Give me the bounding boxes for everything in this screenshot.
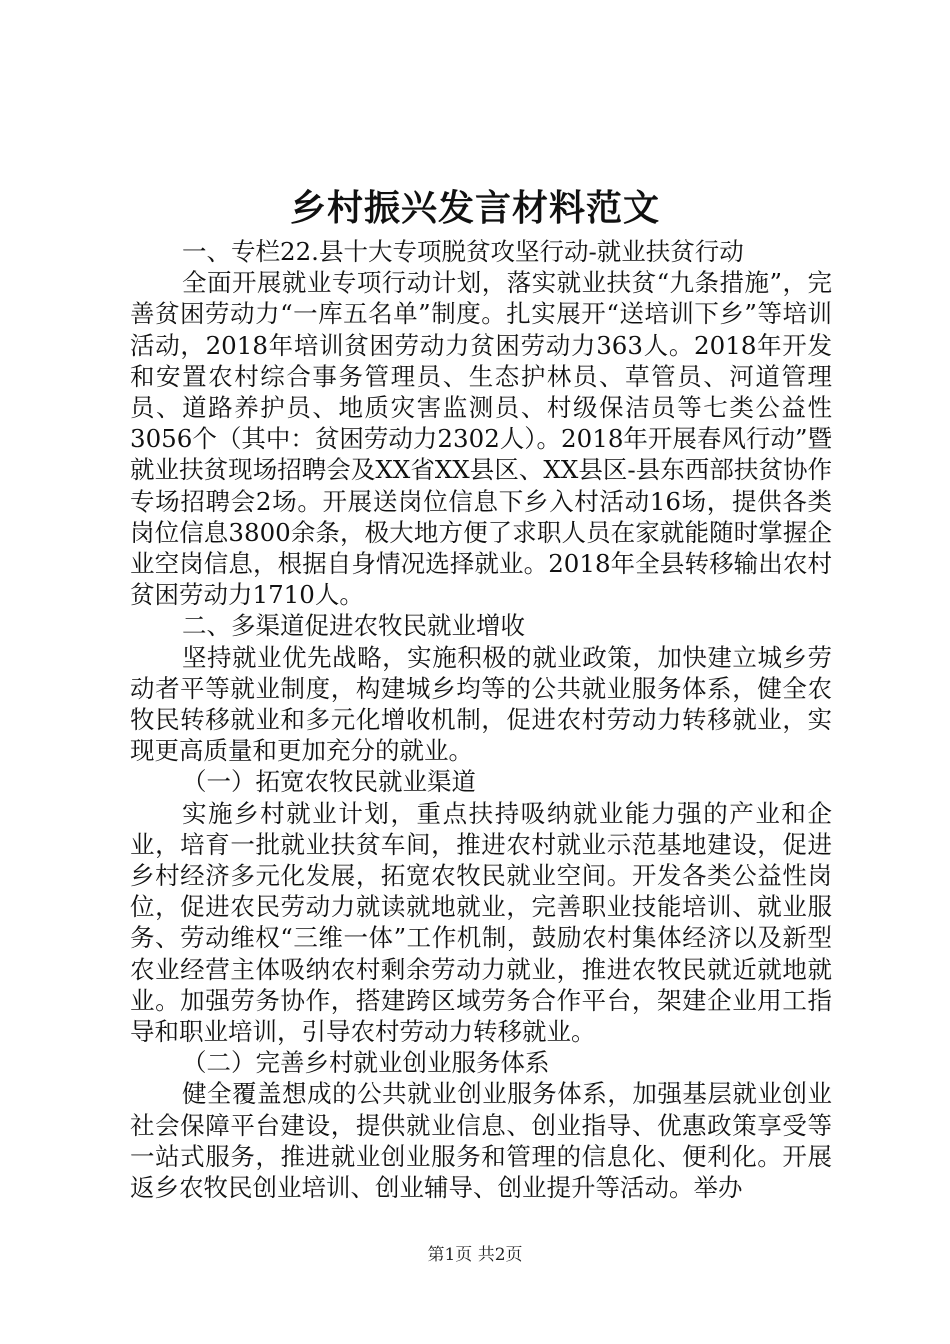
section-heading-1: 一、专栏22.县十大专项脱贫攻坚行动-就业扶贫行动 bbox=[182, 237, 744, 266]
document-title: 乡村振兴发言材料范文 bbox=[289, 187, 660, 229]
subsection-heading-2: （二）完善乡村就业创业服务体系 bbox=[182, 1048, 550, 1078]
paragraph-3: 实施乡村就业计划，重点扶持吸纳就业能力强的产业和企业，培育一批就业扶贫车间，推进农村就业示范基地建设，促进乡村经济多元化发展，拓宽农牧民就业空间。开发各类公益性岗位，促进农民劳动力就读就地就业，完善职业技能培训、就业服务、劳动维权“三维一体”工作机制，鼓励农村集体经济以及新型农业经营主体吸纳农村剩余劳动力就业，推进农牧民就近就地就业。加强劳务协作，搭建跨区域劳务合作平台，架建企业用工指导和职业培训，引导农村劳动力转移就业。 bbox=[130, 798, 832, 1047]
paragraph-4: 健全覆盖想成的公共就业创业服务体系，加强基层就业创业社会保障平台建设，提供就业信息、创业指导、优惠政策享受等一站式服务，推进就业创业服务和管理的信息化、便利化。开展返乡农牧民创业培训、创业辅导、创业提升等活动。举办 bbox=[130, 1079, 832, 1203]
paragraph-2: 坚持就业优先战略，实施积极的就业政策，加快建立城乡劳动者平等就业制度，构建城乡均等的公共就业服务体系，健全农牧民转移就业和多元化增收机制，促进农村劳动力转移就业，实现更高质量和更加充分的就业。 bbox=[130, 642, 832, 766]
paragraph-1: 全面开展就业专项行动计划，落实就业扶贫“九条措施”，完善贫困劳动力“一库五名单”制度。扎实展开“送培训下乡”等培训活动，2018年培训贫困劳动力贫困劳动力363人。2018年开发和安置农村综合事务管理员、生态护林员、草管员、河道管理员、道路养护员、地质灾害监测员、村级保洁员等七类公益性3056个（其中：贫困劳动力2302人）。2018年开展春风行动”暨就业扶贫现场招聘会及XX省XX县区、XX县区-县东西部扶贫协作专场招聘会2场。开展送岗位信息下乡入村活动16场，提供各类岗位信息3800余条，极大地方便了求职人员在家就能随时掌握企业空岗信息，根据自身情况选择就业。2018年全县转移输出农村贫困劳动力1710人。 bbox=[130, 268, 832, 610]
document-body bbox=[130, 236, 832, 1203]
section-heading-2: 二、多渠道促进农牧民就业增收 bbox=[182, 611, 525, 641]
page-number-footer: 第1页 共2页 bbox=[427, 1245, 523, 1265]
subsection-heading-1: （一）拓宽农牧民就业渠道 bbox=[182, 767, 476, 797]
